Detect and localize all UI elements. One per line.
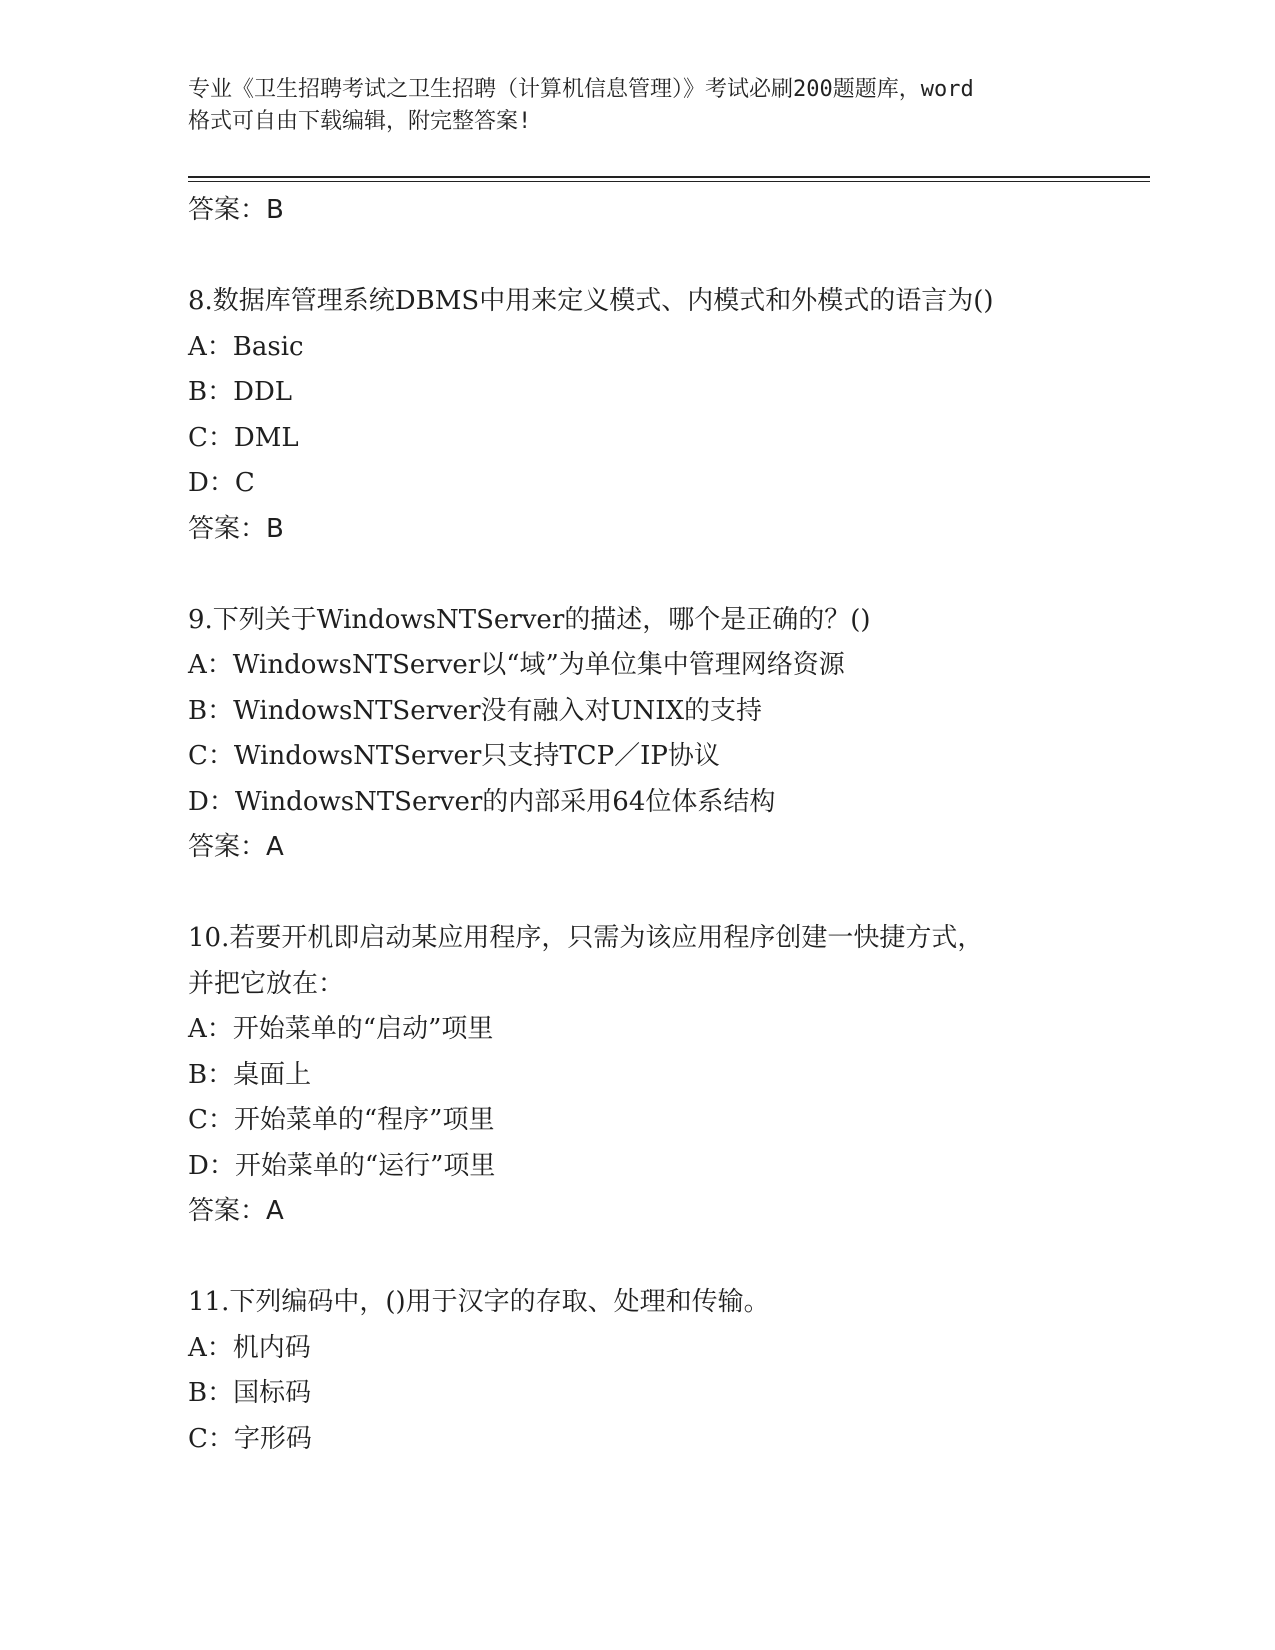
answer-line: 答案：A — [188, 832, 284, 862]
option-c: C：字形码 — [188, 1423, 312, 1454]
answer-line: 答案：B — [188, 195, 284, 225]
spacer — [188, 552, 1150, 598]
option-a: A：WindowsNTServer以“域”为单位集中管理网络资源 — [188, 650, 845, 680]
question-9 — [188, 598, 1150, 871]
question-8 — [188, 279, 1150, 552]
question-title-line-1: 10.若要开机即启动某应用程序，只需为该应用程序创建一快捷方式， — [188, 923, 984, 953]
header-divider-thick — [188, 176, 1150, 178]
option-b: B：国标码 — [188, 1378, 312, 1408]
question-11 — [188, 1280, 1150, 1462]
question-list — [188, 188, 1150, 1462]
header-title-line-2: 格式可自由下载编辑，附完整答案! — [188, 109, 532, 134]
option-a: A：Basic — [188, 331, 304, 362]
document-header — [188, 74, 1088, 138]
question-title: 9.下列关于WindowsNTServer的描述，哪个是正确的？() — [188, 604, 871, 635]
question-title: 11.下列编码中，()用于汉字的存取、处理和传输。 — [188, 1287, 770, 1317]
question-title-line-2: 并把它放在： — [188, 968, 345, 999]
option-d: D：开始菜单的“运行”项里 — [188, 1150, 496, 1181]
option-d: D：WindowsNTServer的内部采用64位体系结构 — [188, 786, 776, 817]
option-b: B：DDL — [188, 377, 293, 407]
spacer — [188, 234, 1150, 280]
option-c: C：DML — [188, 422, 299, 453]
spacer — [188, 871, 1150, 917]
option-d: D：C — [188, 468, 255, 498]
header-divider-thin — [188, 181, 1150, 182]
answer-line: 答案：A — [188, 1196, 284, 1226]
option-c: C：开始菜单的“程序”项里 — [188, 1105, 495, 1135]
option-a: A：机内码 — [188, 1332, 311, 1363]
spacer — [188, 1235, 1150, 1281]
answer-line: 答案：B — [188, 513, 284, 544]
question-10 — [188, 916, 1150, 1235]
option-c: C：WindowsNTServer只支持TCP／IP协议 — [188, 741, 720, 771]
question-title: 8.数据库管理系统DBMS中用来定义模式、内模式和外模式的语言为() — [188, 286, 994, 316]
option-b: B：WindowsNTServer没有融入对UNIX的支持 — [188, 695, 762, 726]
option-a: A：开始菜单的“启动”项里 — [188, 1014, 494, 1044]
header-title-line-1: 专业《卫生招聘考试之卫生招聘（计算机信息管理）》考试必刷200题题库，word — [188, 77, 974, 102]
option-b: B：桌面上 — [188, 1059, 312, 1090]
